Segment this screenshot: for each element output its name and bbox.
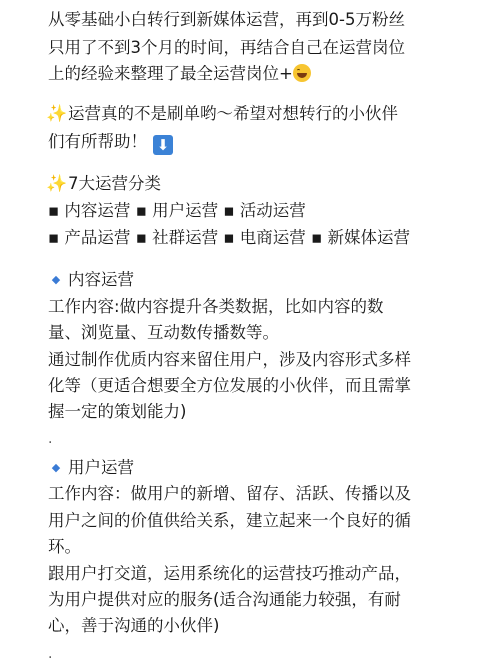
down-arrow-icon: ⬇ — [153, 135, 173, 155]
category-ecommerce: ▪ 电商运营 — [223, 228, 306, 247]
user-ops-title-text: 用户运营 — [68, 458, 134, 477]
content-ops-line-5: 握一定的策划能力) — [48, 402, 187, 421]
intro-line-1: 从零基础小白转行到新媒体运营，再到0-5万粉丝 — [48, 10, 405, 29]
content-ops-line-4: 化等（更适合想要全方位发展的小伙伴，而且需掌 — [48, 376, 411, 395]
diamond-icon: ◆ — [51, 273, 61, 286]
intro-line-3-text: 上的经验来整理了最全运营岗位+ — [48, 64, 293, 83]
note-line-1 — [48, 102, 398, 126]
user-ops-line-6: 心，善于沟通的小伙伴) — [48, 616, 220, 635]
categories-row-1 — [48, 199, 306, 223]
user-ops-separator: . — [48, 646, 53, 662]
content-ops-title-text: 内容运营 — [68, 270, 134, 289]
content-ops-line-2: 量、浏览量、互动数传播数等。 — [48, 323, 279, 342]
categories-title-text: 7大运营分类 — [68, 174, 161, 193]
category-activity: ▪ 活动运营 — [223, 201, 306, 220]
category-new-media: ▪ 新媒体运营 — [311, 228, 410, 247]
content-ops-title — [48, 268, 134, 292]
laughing-emoji-icon — [293, 64, 311, 82]
intro-line-3 — [48, 62, 311, 86]
category-community: ▪ 社群运营 — [135, 228, 219, 247]
note-line-2-text: 们有所帮助！ — [48, 132, 147, 151]
sparkles-icon: ✨ — [46, 104, 68, 124]
content-ops-separator: . — [48, 431, 53, 447]
content-ops-line-3: 通过制作优质内容来留住用户，涉及内容形式多样 — [48, 350, 411, 369]
note-line-1-text: 运营真的不是刷单哟～希望对想转行的小伙伴 — [68, 104, 398, 123]
intro-line-2: 只用了不到3个月的时间，再结合自己在运营岗位 — [48, 38, 405, 57]
diamond-icon: ◆ — [51, 461, 61, 474]
content-ops-line-1: 工作内容:做内容提升各类数据，比如内容的数 — [48, 297, 384, 316]
category-product: ▪ 产品运营 — [48, 228, 131, 247]
category-user: ▪ 用户运营 — [135, 201, 219, 220]
user-ops-line-3: 环。 — [48, 537, 81, 556]
user-ops-line-4: 跟用户打交道，运用系统化的运营技巧推动产品， — [48, 564, 411, 583]
note-line-2 — [48, 130, 173, 155]
user-ops-line-5: 为用户提供对应的服务(适合沟通能力较强，有耐 — [48, 590, 401, 609]
categories-row-2 — [48, 226, 410, 250]
user-ops-title — [48, 456, 134, 480]
category-content: ▪ 内容运营 — [48, 201, 131, 220]
sparkles-icon: ✨ — [46, 174, 68, 194]
categories-title — [48, 172, 161, 196]
user-ops-line-1: 工作内容：做用户的新增、留存、活跃、传播以及 — [48, 484, 411, 503]
user-ops-line-2: 用户之间的价值供给关系，建立起来一个良好的循 — [48, 511, 411, 530]
